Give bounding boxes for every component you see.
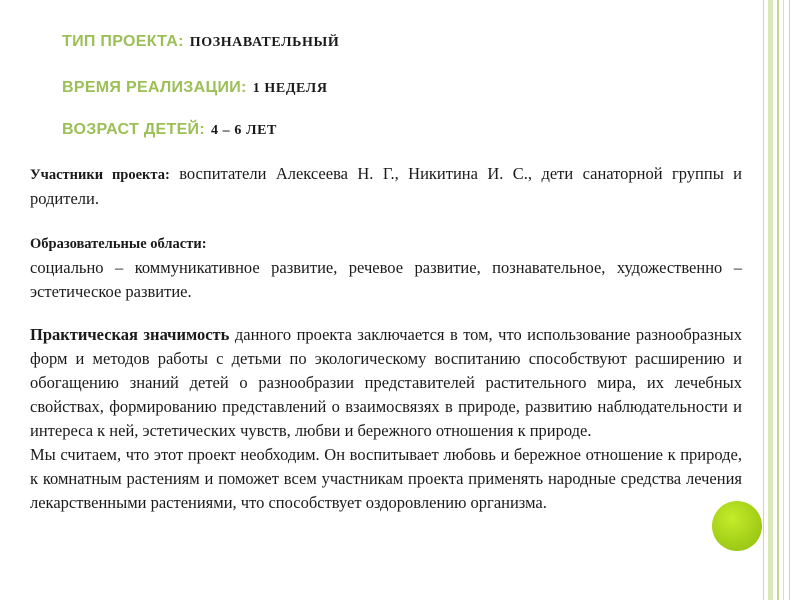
participants-label: Участники проекта:	[30, 167, 170, 183]
decor-line	[768, 0, 773, 600]
significance-text: данного проекта заключается в том, что использование разнообразных форм и методов работы с детьми по экологическому воспитанию способствуют расширению и обогащению знаний детей о разнообразии представителей растительного мира, их лечебных свойствах, формированию представлений о взаимосвязях в природе, развитию наблюдательности и интереса к ней, эстетических чувств, любви и бережного отношения к природе.	[30, 325, 743, 440]
areas-label: Образовательные области:	[30, 236, 207, 252]
duration-value: 1 НЕДЕЛЯ	[252, 81, 328, 96]
age-value: 4 – 6 ЛЕТ	[210, 123, 277, 138]
participants-text: воспитатели Алексеева Н. Г., Никитина И. С., дети санаторной группы и родители.	[30, 164, 743, 208]
decor-line	[783, 0, 784, 600]
project-type-value: ПОЗНАВАТЕЛЬНЫЙ	[189, 35, 340, 50]
accent-circle	[712, 501, 762, 551]
project-type-heading	[62, 33, 339, 51]
decor-line	[763, 0, 764, 600]
age-label: ВОЗРАСТ ДЕТЕЙ:	[62, 121, 205, 138]
significance-label: Практическая значимость	[30, 325, 230, 344]
duration-label: ВРЕМЯ РЕАЛИЗАЦИИ:	[62, 79, 247, 96]
age-heading	[62, 121, 277, 139]
areas-text: социально – коммуникативное развитие, речевое развитие, познавательное, художественно – эстетическое развитие.	[30, 258, 742, 301]
areas-paragraph	[30, 231, 742, 304]
participants-paragraph	[30, 162, 742, 211]
duration-heading	[62, 79, 328, 97]
decor-line	[789, 0, 790, 600]
project-type-label: ТИП ПРОЕКТА:	[62, 33, 184, 50]
decor-line	[777, 0, 779, 600]
conclusion-text: Мы считаем, что этот проект необходим. Он воспитывает любовь и бережное отношение к природе, к комнатным растениям и поможет всем участникам проекта применять народные средства лечения лекарственными растениями, что способствует оздоровлению организма.	[30, 445, 742, 512]
significance-paragraph	[30, 323, 742, 515]
